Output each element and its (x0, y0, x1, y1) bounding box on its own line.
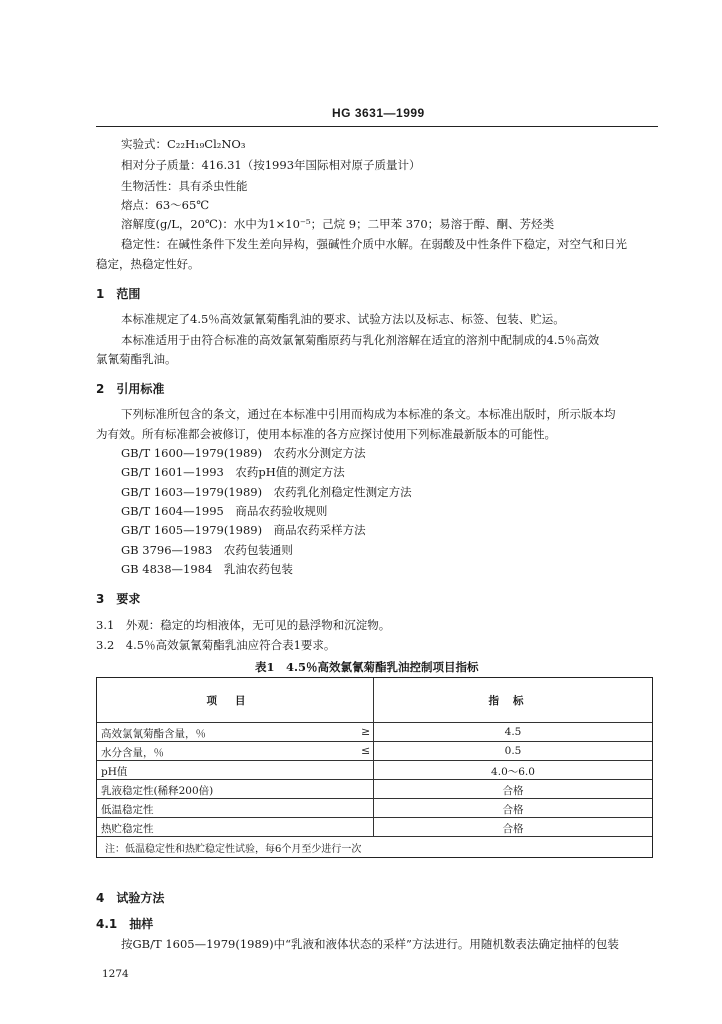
header-rule (96, 126, 658, 127)
table-row (97, 798, 652, 817)
sec3-1-appearance: 3.1 外观：稳定的均相液体，无可见的悬浮物和沉淀物。 (96, 618, 391, 632)
prop-stability-cont: 稳定，热稳定性好。 (96, 257, 200, 271)
spec-table (96, 677, 653, 858)
row-value-cell (373, 799, 652, 817)
section-4-1-title: 4.1 抽样 (96, 917, 154, 931)
row-value: 4.5 (504, 726, 522, 738)
prop-molecular-weight: 相对分子质量：416.31（按1993年国际相对原子质量计） (121, 158, 421, 172)
table-note-row (97, 836, 652, 857)
section-2-title: 2 引用标准 (96, 382, 165, 396)
table-row (97, 760, 652, 779)
section-3-title: 3 要求 (96, 592, 141, 606)
sec3-2-requirement: 3.2 4.5％高效氯氰菊酯乳油应符合表1要求。 (96, 638, 336, 652)
sec1-para-2: 本标准适用于由符合标准的高效氯氰菊酯原药与乳化剂溶解在适宜的溶剂中配制成的4.5％高效 (121, 333, 600, 347)
row-value: 0.5 (504, 745, 522, 757)
row-value-cell (373, 723, 652, 741)
row-value: 合格 (502, 785, 524, 797)
sec1-para-2-cont: 氯氰菊酯乳油。 (96, 352, 177, 366)
row-value: 4.0～6.0 (491, 766, 535, 778)
row-item: 水分含量，％ (101, 747, 164, 759)
row-item: 高效氯氰菊酯含量，％ (101, 728, 206, 740)
prop-melting-point: 熔点：63～65℃ (121, 198, 210, 212)
col-item-header: 项目 (206, 695, 264, 707)
prop-stability: 稳定性：在碱性条件下发生差向异构，强碱性介质中水解。在弱酸及中性条件下稳定，对空气和日光 (121, 237, 627, 251)
row-value-cell (373, 818, 652, 836)
prop-bioactivity: 生物活性：具有杀虫性能 (121, 179, 248, 193)
ref-item: GB/T 1605—1979(1989) 商品农药采样方法 (121, 523, 366, 537)
row-item: pH值 (101, 766, 128, 778)
prop-solubility: 溶解度(g/L，20℃)：水中为1×10⁻⁵；己烷 9；二甲苯 370；易溶于醇、酮、芳烃类 (121, 217, 555, 231)
sec4-1-para: 按GB/T 1605—1979(1989)中“乳液和液体状态的采样”方法进行。用随机数表法确定抽样的包装 (121, 937, 619, 951)
sec2-para-1-cont: 为有效。所有标准都会被修订，使用本标准的各方应探讨使用下列标准最新版本的可能性。 (96, 427, 556, 441)
row-value-cell (373, 742, 652, 760)
row-symbol: ≥ (361, 725, 371, 738)
section-4-title: 4 试验方法 (96, 891, 165, 905)
table-header-row (97, 678, 652, 722)
ref-item: GB/T 1603—1979(1989) 农药乳化剂稳定性测定方法 (121, 485, 412, 499)
section-1-title: 1 范围 (96, 287, 141, 301)
ref-item: GB 3796—1983 农药包装通则 (121, 543, 293, 557)
ref-item: GB/T 1604—1995 商品农药验收规则 (121, 504, 328, 518)
sec2-para-1: 下列标准所包含的条文，通过在本标准中引用而构成为本标准的条文。本标准出版时，所示版本均 (121, 407, 616, 421)
table-row (97, 741, 652, 760)
table-row (97, 779, 652, 798)
table-caption: 表1 4.5％高效氯氰菊酯乳油控制项目指标 (255, 660, 479, 674)
col-index-cell (373, 678, 652, 722)
row-value-cell (373, 780, 652, 798)
page-number: 1274 (102, 968, 129, 980)
ref-item: GB/T 1600—1979(1989) 农药水分测定方法 (121, 446, 366, 460)
ref-item: GB 4838—1984 乳油农药包装 (121, 562, 293, 576)
table-row (97, 817, 652, 836)
sec1-para-1: 本标准规定了4.5％高效氯氰菊酯乳油的要求、试验方法以及标志、标签、包装、贮运。 (121, 312, 565, 326)
row-symbol: ≤ (361, 744, 371, 757)
table-note: 注：低温稳定性和热贮稳定性试验，每6个月至少进行一次 (105, 844, 362, 855)
row-value-cell (373, 761, 652, 779)
table-row (97, 722, 652, 741)
col-index-header: 指标 (488, 695, 538, 707)
row-value: 合格 (502, 823, 524, 835)
prop-formula: 实验式：C₂₂H₁₉Cl₂NO₃ (121, 137, 246, 151)
row-item: 低温稳定性 (101, 804, 154, 816)
row-item: 热贮稳定性 (101, 823, 154, 835)
row-item: 乳液稳定性(稀释200倍) (101, 785, 214, 797)
ref-item: GB/T 1601—1993 农药pH值的测定方法 (121, 465, 345, 479)
row-value: 合格 (502, 804, 524, 816)
standard-header: HG 3631—1999 (332, 106, 425, 120)
